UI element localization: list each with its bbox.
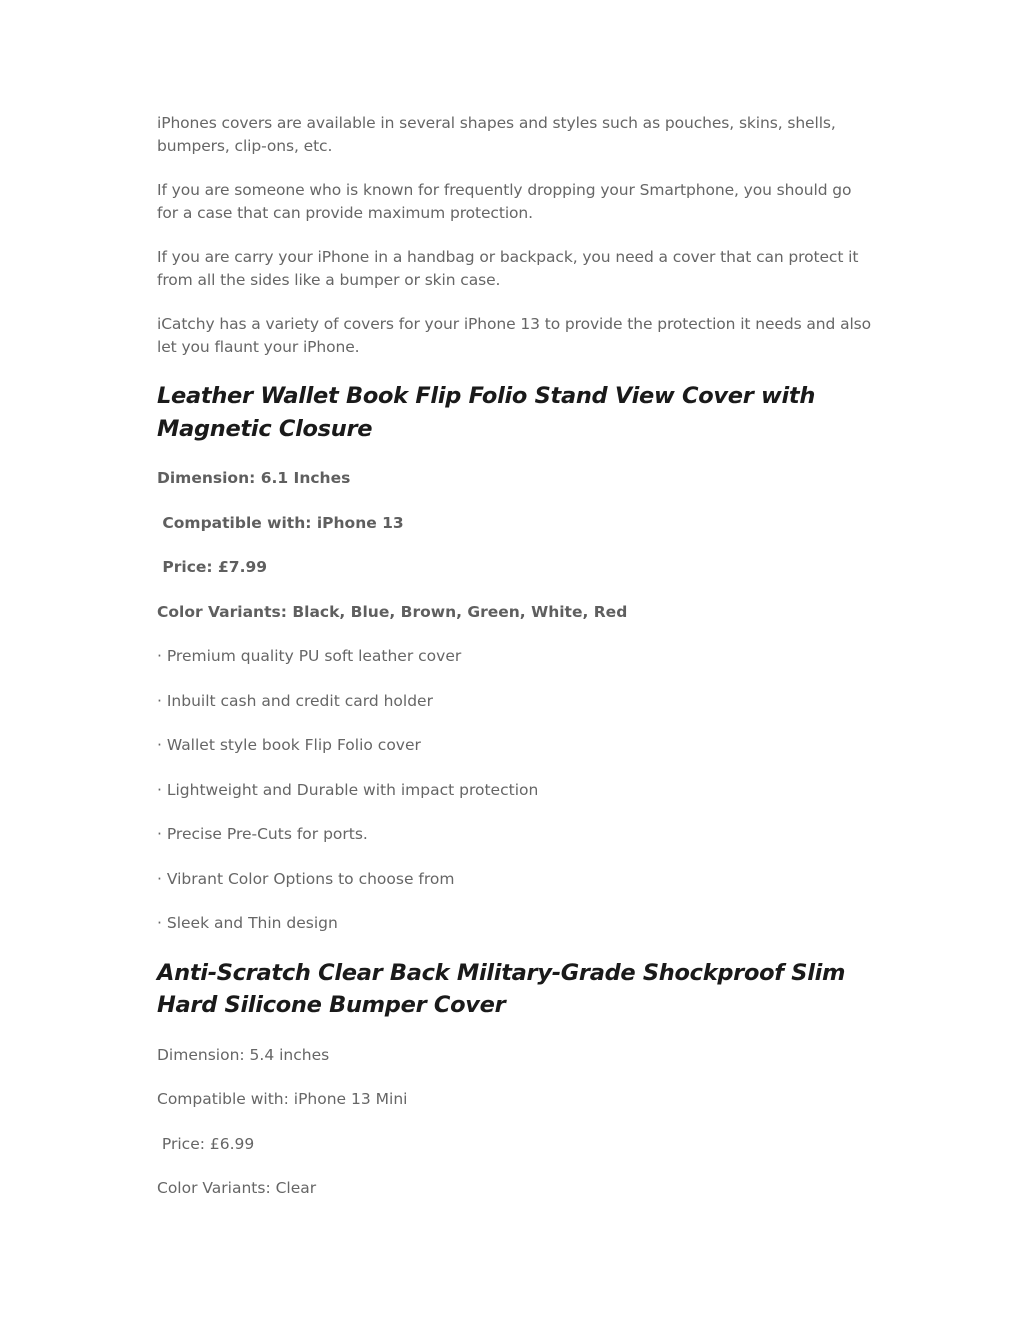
product1-feature: · Precise Pre-Cuts for ports.	[157, 825, 368, 843]
product1-colors: Color Variants: Black, Blue, Brown, Green, White, Red	[157, 602, 628, 621]
product1-compatible: Compatible with: iPhone 13	[157, 513, 404, 532]
product1-price: Price: £7.99	[157, 558, 268, 576]
product2-colors: Color Variants: Clear	[157, 1179, 317, 1197]
product1-feature: · Inbuilt cash and credit card holder	[157, 691, 433, 710]
product2-price: Price: £6.99	[157, 1134, 255, 1153]
product2-dimension: Dimension: 5.4 inches	[157, 1045, 330, 1064]
product1-feature: · Premium quality PU soft leather cover	[157, 647, 462, 665]
intro-paragraph: If you are someone who is known for frequently dropping your Smartphone, you should go for a case that can provide maximum protection.	[157, 181, 852, 222]
product1-feature: · Wallet style book Flip Folio cover	[157, 736, 421, 754]
intro-paragraph: If you are carry your iPhone in a handbag or backpack, you need a cover that can protect it from all the sides like a bumper or skin case.	[157, 248, 859, 289]
intro-paragraph: iPhones covers are available in several shapes and styles such as pouches, skins, shells, bumpers, clip-ons, etc.	[157, 114, 836, 155]
product1-feature: · Vibrant Color Options to choose from	[157, 869, 455, 888]
product1-feature: · Sleek and Thin design	[157, 914, 338, 932]
product1-feature: · Lightweight and Durable with impact protection	[157, 780, 539, 799]
product1-title: Leather Wallet Book Flip Folio Stand View Cover with Magnetic Closure	[157, 383, 816, 442]
product2-compatible: Compatible with: iPhone 13 Mini	[157, 1090, 408, 1108]
product2-title: Anti-Scratch Clear Back Military-Grade Shockproof Slim Hard Silicone Bumper Cover	[157, 959, 846, 1018]
document-page	[157, 112, 877, 1222]
intro-paragraph: iCatchy has a variety of covers for your iPhone 13 to provide the protection it needs and also let you flaunt your iPhone.	[157, 315, 872, 356]
product1-dimension: Dimension: 6.1 Inches	[157, 469, 351, 487]
